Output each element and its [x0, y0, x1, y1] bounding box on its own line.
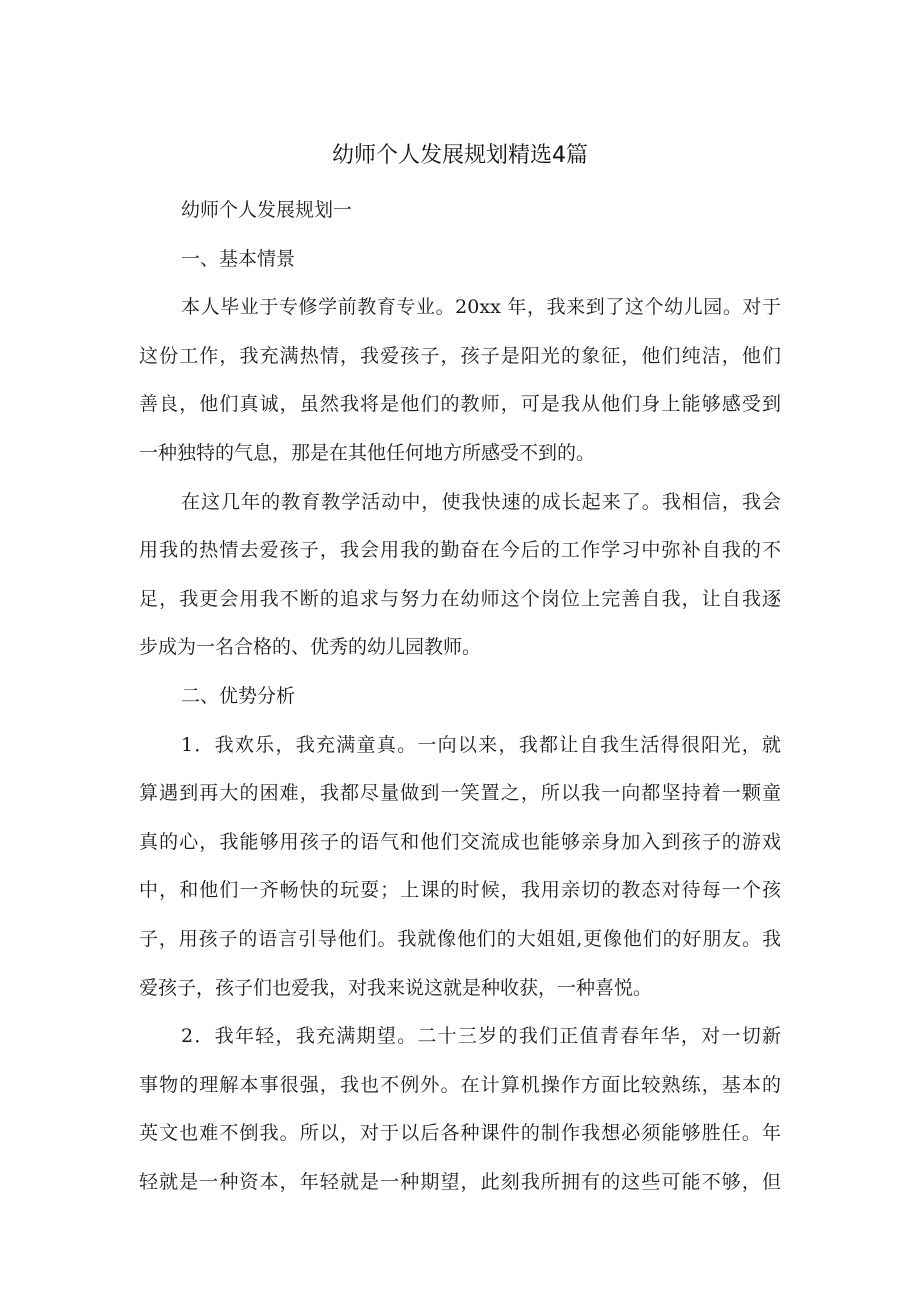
heading-advantage-analysis: 二、优势分析 — [181, 684, 296, 707]
paragraph-line: 在这几年的教育教学活动中，使我快速的成长起来了。我相信，我会 — [181, 490, 781, 513]
paragraph-line: 1．我欢乐，我充满童真。一向以来，我都让自我生活得很阳光，就 — [181, 733, 781, 756]
paragraph-line: 2．我年轻，我充满期望。二十三岁的我们正值青春年华，对一切新 — [181, 1025, 781, 1048]
paragraph-3 — [139, 721, 781, 1013]
paragraph-line: 这份工作，我充满热情，我爱孩子，孩子是阳光的象征，他们纯洁，他们 — [139, 344, 781, 367]
paragraph-4 — [139, 1012, 781, 1206]
paragraph-line: 算遇到再大的困难，我都尽量做到一笑置之，所以我一向都坚持着一颗童 — [139, 782, 781, 805]
paragraph-line: 本人毕业于专修学前教育专业。20xx 年，我来到了这个幼儿园。对于 — [181, 296, 781, 319]
paragraph-line: 英文也难不倒我。所以，对于以后各种课件的制作我想必须能够胜任。年 — [139, 1122, 781, 1145]
paragraph-line: 善良，他们真诚，虽然我将是他们的教师，可是我从他们身上能够感受到 — [139, 393, 781, 416]
paragraph-2 — [139, 478, 781, 672]
paragraph-line: 子，用孩子的语言引导他们。我就像他们的大姐姐,更像他们的好朋友。我 — [139, 927, 781, 950]
paragraph-line: 轻就是一种资本，年轻就是一种期望，此刻我所拥有的这些可能不够，但 — [139, 1170, 781, 1193]
paragraph-line: 足，我更会用我不断的追求与努力在幼师这个岗位上完善自我，让自我逐 — [139, 587, 781, 610]
section-title: 幼师个人发展规划一 — [181, 199, 353, 221]
heading-basic-situation: 一、基本情景 — [181, 247, 296, 270]
paragraph-line: 用我的热情去爱孩子，我会用我的勤奋在今后的工作学习中弥补自我的不 — [139, 539, 781, 562]
paragraph-line: 爱孩子，孩子们也爱我，对我来说这就是种收获，一种喜悦。 — [139, 976, 653, 999]
paragraph-line: 一种独特的气息，那是在其他任何地方所感受不到的。 — [139, 441, 596, 464]
document-body — [139, 186, 781, 1206]
paragraph-line: 事物的理解本事很强，我也不例外。在计算机操作方面比较熟练，基本的 — [139, 1073, 781, 1096]
paragraph-line: 步成为一名合格的、优秀的幼儿园教师。 — [139, 636, 482, 659]
paragraph-line: 真的心，我能够用孩子的语气和他们交流成也能够亲身加入到孩子的游戏 — [139, 830, 781, 853]
paragraph-1 — [139, 283, 781, 477]
document-title: 幼师个人发展规划精选4篇 — [332, 143, 588, 168]
paragraph-line: 中，和他们一齐畅快的玩耍；上课的时候，我用亲切的教态对待每一个孩 — [139, 879, 781, 902]
